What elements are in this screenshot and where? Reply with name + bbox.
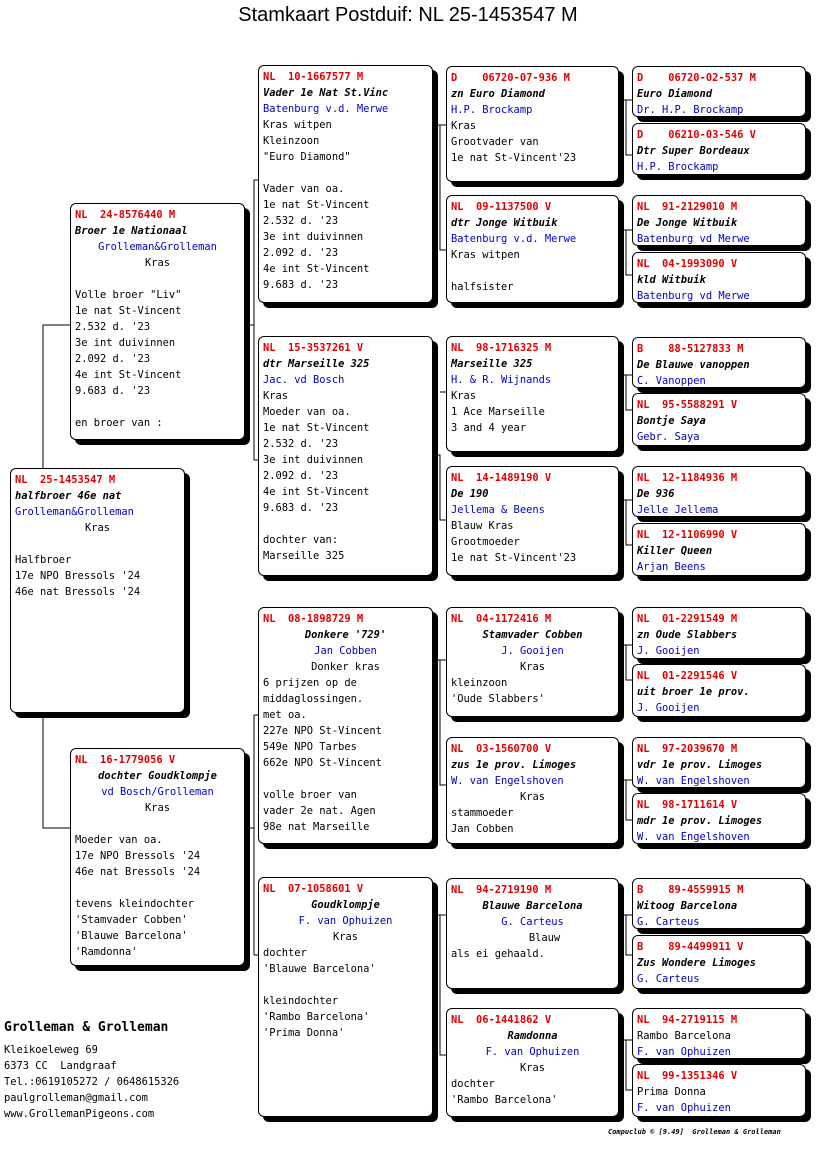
info-line: Jan Cobben bbox=[451, 823, 514, 835]
owner-name: Dr. H.P. Brockamp bbox=[637, 104, 744, 116]
pigeon-card-g6[interactable] bbox=[632, 393, 806, 446]
info-line: 9.683 d. '23 bbox=[75, 385, 151, 397]
info-line bbox=[263, 977, 428, 993]
pigeon-color: Kras witpen bbox=[451, 249, 520, 261]
pigeon-color: Kras bbox=[451, 120, 477, 132]
ring-number: NL 24-8576440 M bbox=[75, 209, 176, 221]
ring-number: D 06720-07-936 M bbox=[451, 72, 570, 84]
pigeon-name: Donkere '729' bbox=[304, 629, 387, 641]
info-line: dochter bbox=[451, 1078, 495, 1090]
pigeon-name: Prima Donna bbox=[637, 1086, 706, 1098]
pigeon-color: Blauw bbox=[528, 932, 561, 944]
info-line: 'Prima Donna' bbox=[263, 1027, 345, 1039]
info-line: 4e int St-Vincent bbox=[75, 369, 182, 381]
pigeon-card-g15[interactable] bbox=[632, 1008, 806, 1059]
pigeon-color: Kras bbox=[519, 1062, 546, 1074]
info-line: 98e nat Marseille bbox=[263, 821, 370, 833]
pigeon-name: De Jonge Witbuik bbox=[637, 217, 738, 229]
owner-name: G. Carteus bbox=[637, 973, 700, 985]
info-line: en broer van : bbox=[75, 417, 163, 429]
pigeon-card-g11[interactable] bbox=[632, 737, 806, 788]
pigeon-name: Vader 1e Nat St.Vinc bbox=[263, 87, 389, 99]
info-line: 46e nat Bressols '24 bbox=[75, 866, 201, 878]
pigeon-name: Blauwe Barcelona bbox=[482, 900, 583, 912]
info-line: 549e NPO Tarbes bbox=[263, 741, 357, 753]
info-line: stammoeder bbox=[451, 807, 514, 819]
owner-name: F. van Ophuizen bbox=[637, 1102, 731, 1114]
pigeon-card-g14[interactable] bbox=[632, 935, 806, 989]
info-line: 'Rambo Barcelona' bbox=[263, 1011, 370, 1023]
pigeon-name: zn Oude Slabbers bbox=[637, 629, 738, 641]
owner-name: Arjan Beens bbox=[637, 561, 706, 573]
info-line: 1e nat St-Vincent'23 bbox=[451, 552, 577, 564]
owner-name: Batenburg v.d. Merwe bbox=[451, 233, 577, 245]
owner-name: H.P. Brockamp bbox=[637, 161, 719, 173]
breeder-email[interactable]: paulgrolleman@gmail.com bbox=[4, 1092, 148, 1104]
owner-name: F. van Ophuizen bbox=[298, 915, 393, 927]
info-line: 1e nat St-Vincent'23 bbox=[451, 152, 577, 164]
info-line: Grootvader van bbox=[451, 136, 539, 148]
owner-name: Grolleman&Grolleman bbox=[98, 241, 217, 253]
info-line: 17e NPO Bressols '24 bbox=[15, 570, 141, 582]
info-line: Volle broer "Liv" bbox=[75, 289, 182, 301]
owner-name: W. van Engelshoven bbox=[637, 775, 750, 787]
pigeon-name: Zus Wondere Limoges bbox=[637, 957, 756, 969]
pigeon-name: dtr Jonge Witbuik bbox=[451, 217, 558, 229]
ring-number: NL 14-1489190 V bbox=[451, 472, 552, 484]
info-line bbox=[263, 165, 428, 181]
pigeon-card-g4[interactable] bbox=[632, 252, 806, 303]
info-line bbox=[263, 516, 428, 532]
ring-number: NL 01-2291549 M bbox=[637, 613, 738, 625]
owner-name: G. Carteus bbox=[501, 916, 564, 928]
owner-name: Grolleman&Grolleman bbox=[15, 506, 134, 518]
breeder-contact-block bbox=[4, 1018, 179, 1122]
owner-name: Batenburg v.d. Merwe bbox=[263, 103, 389, 115]
breeder-address-line: Kleikoeleweg 69 bbox=[4, 1044, 98, 1056]
info-line: Kleinzoon bbox=[263, 135, 320, 147]
ring-number: B 88-5127833 M bbox=[637, 343, 744, 355]
info-line: 1e nat St-Vincent bbox=[75, 305, 182, 317]
ring-number: NL 99-1351346 V bbox=[637, 1070, 738, 1082]
info-line: 3e int duivinnen bbox=[75, 337, 176, 349]
pigeon-name: Marseille 325 bbox=[451, 358, 533, 370]
pigeon-card-g16[interactable] bbox=[632, 1064, 806, 1117]
info-line: 227e NPO St-Vincent bbox=[263, 725, 382, 737]
info-line: Marseille 325 bbox=[263, 550, 345, 562]
ring-number: NL 04-1993090 V bbox=[637, 258, 738, 270]
pigeon-card-g1[interactable] bbox=[632, 66, 806, 117]
info-line: 17e NPO Bressols '24 bbox=[75, 850, 201, 862]
pigeon-card-g10[interactable] bbox=[632, 664, 806, 717]
info-line: 'Stamvader Cobben' bbox=[75, 914, 188, 926]
pigeon-card-dam-dam[interactable] bbox=[258, 877, 433, 1117]
pigeon-color: Kras bbox=[84, 522, 111, 534]
info-line: vader 2e nat. Agen bbox=[263, 805, 376, 817]
pigeon-name: uit broer 1e prov. bbox=[637, 686, 750, 698]
owner-name: Jelle Jellema bbox=[637, 504, 719, 516]
pigeon-card-sire-dam[interactable] bbox=[258, 336, 433, 576]
owner-name: H. & R. Wijnands bbox=[451, 374, 552, 386]
ring-number: NL 97-2039670 M bbox=[637, 743, 738, 755]
pigeon-color: Kras bbox=[451, 390, 477, 402]
info-line: dochter bbox=[263, 947, 307, 959]
info-line: 4e int St-Vincent bbox=[263, 263, 370, 275]
pigeon-name: Broer 1e Nationaal bbox=[75, 225, 188, 237]
pigeon-name: zn Euro Diamond bbox=[451, 88, 545, 100]
owner-name: J. Gooijen bbox=[637, 645, 700, 657]
pigeon-card-dam[interactable] bbox=[70, 748, 245, 966]
ring-number: NL 16-1779056 V bbox=[75, 754, 176, 766]
info-line: 'Ramdonna' bbox=[75, 946, 138, 958]
info-line bbox=[263, 771, 428, 787]
ring-number: D 06210-03-546 V bbox=[637, 129, 756, 141]
breeder-name: Grolleman & Grolleman bbox=[4, 1020, 169, 1035]
ring-number: NL 06-1441862 V bbox=[451, 1014, 552, 1026]
pigeon-card-g5[interactable] bbox=[632, 337, 806, 388]
pigeon-name: Killer Queen bbox=[637, 545, 713, 557]
ring-number: NL 10-1667577 M bbox=[263, 71, 364, 83]
owner-name: F. van Ophuizen bbox=[637, 1046, 731, 1058]
info-line: "Euro Diamond" bbox=[263, 151, 351, 163]
pigeon-color: Kras bbox=[519, 791, 546, 803]
pigeon-color: Kras bbox=[332, 931, 359, 943]
pigeon-card-sss[interactable] bbox=[446, 66, 619, 182]
owner-name: W. van Engelshoven bbox=[451, 775, 564, 787]
info-line: kleindochter bbox=[263, 995, 339, 1007]
info-line: Halfbroer bbox=[15, 554, 72, 566]
info-line bbox=[451, 263, 614, 279]
ring-number: NL 09-1137500 V bbox=[451, 201, 552, 213]
owner-name: vd Bosch/Grolleman bbox=[101, 786, 214, 798]
pigeon-name: De Blauwe vanoppen bbox=[637, 359, 750, 371]
pigeon-card-dds[interactable] bbox=[446, 878, 619, 989]
ring-number: NL 12-1184936 M bbox=[637, 472, 738, 484]
pigeon-card-dsd[interactable] bbox=[446, 737, 619, 844]
ring-number: NL 04-1172416 M bbox=[451, 613, 552, 625]
info-line: dochter van: bbox=[263, 534, 339, 546]
info-line: 'Blauwe Barcelona' bbox=[263, 963, 376, 975]
pigeon-card-sire-sire[interactable] bbox=[258, 65, 433, 303]
pigeon-card-sdd[interactable] bbox=[446, 466, 619, 576]
pigeon-name: De 936 bbox=[637, 488, 675, 500]
pigeon-card-dss[interactable] bbox=[446, 607, 619, 717]
info-line: 662e NPO St-Vincent bbox=[263, 757, 382, 769]
info-line: tevens kleindochter bbox=[75, 898, 194, 910]
owner-name: Batenburg vd Merwe bbox=[637, 233, 750, 245]
pigeon-name: Euro Diamond bbox=[637, 88, 713, 100]
info-line: middaglossingen. bbox=[263, 693, 364, 705]
owner-name: W. van Engelshoven bbox=[637, 831, 750, 843]
pigeon-name: Bontje Saya bbox=[637, 415, 706, 427]
owner-name: Batenburg vd Merwe bbox=[637, 290, 750, 302]
owner-name: G. Carteus bbox=[637, 916, 700, 928]
info-line: als ei gehaald. bbox=[451, 948, 545, 960]
owner-name: H.P. Brockamp bbox=[451, 104, 533, 116]
pigeon-card-dam-sire[interactable] bbox=[258, 607, 433, 844]
pigeon-color: Kras bbox=[263, 390, 289, 402]
ring-number: NL 25-1453547 M bbox=[15, 474, 116, 486]
info-line: Moeder van oa. bbox=[75, 834, 163, 846]
pigeon-card-g2[interactable] bbox=[632, 123, 806, 175]
pigeon-name: dtr Marseille 325 bbox=[263, 358, 370, 370]
ring-number: NL 07-1058601 V bbox=[263, 883, 364, 895]
pigeon-name: Stamvader Cobben bbox=[482, 629, 583, 641]
info-line: 46e nat Bressols '24 bbox=[15, 586, 141, 598]
pigeon-name: zus 1e prov. Limoges bbox=[451, 759, 577, 771]
ring-number: NL 03-1560700 V bbox=[451, 743, 552, 755]
info-line: 1e nat St-Vincent bbox=[263, 199, 370, 211]
info-line: 2.092 d. '23 bbox=[263, 247, 339, 259]
pigeon-name: De 190 bbox=[451, 488, 489, 500]
pigeon-color: Kras bbox=[519, 661, 546, 673]
info-line: Moeder van oa. bbox=[263, 406, 351, 418]
info-line: Grootmoeder bbox=[451, 536, 520, 548]
owner-name: Jac. vd Bosch bbox=[263, 374, 345, 386]
pigeon-name: Witoog Barcelona bbox=[637, 900, 738, 912]
ring-number: NL 98-1711614 V bbox=[637, 799, 738, 811]
ring-number: NL 01-2291546 V bbox=[637, 670, 738, 682]
info-line bbox=[75, 880, 240, 896]
info-line: 'Oude Slabbers' bbox=[451, 693, 545, 705]
info-line: 9.683 d. '23 bbox=[263, 279, 339, 291]
info-line: met oa. bbox=[263, 709, 307, 721]
info-line: volle broer van bbox=[263, 789, 357, 801]
pigeon-card-sds[interactable] bbox=[446, 336, 619, 452]
info-line: 9.683 d. '23 bbox=[263, 502, 339, 514]
info-line bbox=[75, 271, 240, 287]
pigeon-card-g12[interactable] bbox=[632, 793, 806, 844]
info-line: 2.532 d. '23 bbox=[75, 321, 151, 333]
info-line: 4e int St-Vincent bbox=[263, 486, 370, 498]
pigeon-card-sire[interactable] bbox=[70, 203, 245, 440]
pigeon-name: vdr 1e prov. Limoges bbox=[637, 759, 763, 771]
pigeon-card-g13[interactable] bbox=[632, 878, 806, 929]
ring-number: NL 94-2719115 M bbox=[637, 1014, 738, 1026]
ring-number: B 89-4559915 M bbox=[637, 884, 744, 896]
owner-name: J. Gooijen bbox=[637, 702, 700, 714]
pigeon-name: mdr 1e prov. Limoges bbox=[637, 815, 763, 827]
ring-number: NL 08-1898729 M bbox=[263, 613, 364, 625]
owner-name: Gebr. Saya bbox=[637, 431, 700, 443]
info-line: 3 and 4 year bbox=[451, 422, 527, 434]
info-line: 2.092 d. '23 bbox=[75, 353, 151, 365]
owner-name: Jellema & Beens bbox=[451, 504, 545, 516]
info-line: 1 Ace Marseille bbox=[451, 406, 545, 418]
info-line bbox=[15, 536, 180, 552]
info-line: 2.532 d. '23 bbox=[263, 438, 339, 450]
breeder-website[interactable]: www.GrollemanPigeons.com bbox=[4, 1108, 155, 1120]
pigeon-card-subject[interactable] bbox=[10, 468, 185, 713]
page-title: Stamkaart Postduif: NL 25-1453547 M bbox=[238, 4, 578, 26]
info-line: 'Blauwe Barcelona' bbox=[75, 930, 188, 942]
pigeon-card-g7[interactable] bbox=[632, 466, 806, 517]
pigeon-name: dochter Goudklompje bbox=[98, 770, 217, 782]
pigeon-color: Blauw Kras bbox=[451, 520, 514, 532]
owner-name: C. Vanoppen bbox=[637, 375, 706, 387]
pigeon-name: Dtr Super Bordeaux bbox=[637, 145, 750, 157]
info-line: 3e int duivinnen bbox=[263, 231, 364, 243]
pigeon-name: Rambo Barcelona bbox=[637, 1030, 731, 1042]
owner-name: F. van Ophuizen bbox=[485, 1046, 580, 1058]
info-line: 6 prijzen op de bbox=[263, 677, 357, 689]
ring-number: NL 91-2129010 M bbox=[637, 201, 738, 213]
pigeon-card-ddd[interactable] bbox=[446, 1008, 619, 1117]
footer-credit: Compuclub © [9.49] Grolleman & Grolleman bbox=[608, 1128, 781, 1136]
owner-name: J. Gooijen bbox=[501, 645, 564, 657]
info-line: halfsister bbox=[451, 281, 514, 293]
ring-number: NL 98-1716325 M bbox=[451, 342, 552, 354]
ring-number: NL 12-1106990 V bbox=[637, 529, 738, 541]
pigeon-card-g9[interactable] bbox=[632, 607, 806, 659]
info-line: 2.092 d. '23 bbox=[263, 470, 339, 482]
info-line: Vader van oa. bbox=[263, 183, 345, 195]
pigeon-color: Kras bbox=[144, 257, 171, 269]
info-line: 3e int duivinnen bbox=[263, 454, 364, 466]
pigeon-card-g8[interactable] bbox=[632, 523, 806, 576]
info-line: 'Rambo Barcelona' bbox=[451, 1094, 558, 1106]
pigeon-name: Ramdonna bbox=[507, 1030, 558, 1042]
breeder-address-line: 6373 CC Landgraaf bbox=[4, 1060, 117, 1072]
info-line bbox=[75, 816, 240, 832]
ring-number: NL 15-3537261 V bbox=[263, 342, 364, 354]
pigeon-color: Kras witpen bbox=[263, 119, 332, 131]
pigeon-card-ssd[interactable] bbox=[446, 195, 619, 303]
breeder-phone: Tel.:0619105272 / 0648615326 bbox=[4, 1076, 180, 1088]
pigeon-card-g3[interactable] bbox=[632, 195, 806, 246]
info-line: kleinzoon bbox=[451, 677, 508, 689]
info-line: 1e nat St-Vincent bbox=[263, 422, 370, 434]
ring-number: B 89-4499911 V bbox=[637, 941, 744, 953]
pigeon-name: halfbroer 46e nat bbox=[15, 490, 122, 502]
pigeon-color: Kras bbox=[144, 802, 171, 814]
ring-number: NL 95-5588291 V bbox=[637, 399, 738, 411]
info-line bbox=[75, 399, 240, 415]
owner-name: Jan Cobben bbox=[314, 645, 377, 657]
pigeon-name: Goudklompje bbox=[311, 899, 380, 911]
ring-number: NL 94-2719190 M bbox=[451, 884, 552, 896]
pigeon-color: Donker kras bbox=[311, 661, 380, 673]
ring-number: D 06720-02-537 M bbox=[637, 72, 756, 84]
pigeon-name: kld Witbuik bbox=[637, 274, 706, 286]
info-line: 2.532 d. '23 bbox=[263, 215, 339, 227]
